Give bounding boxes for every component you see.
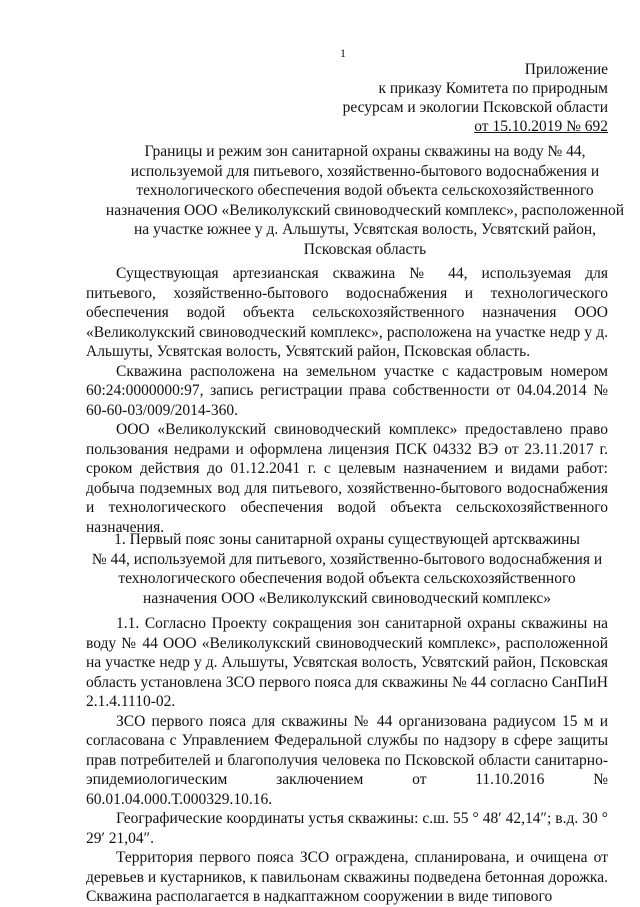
section-heading-line: № 44, используемой для питьевого, хозяйственно-бытового водоснабжения и (91, 550, 603, 568)
document-title (100, 142, 630, 259)
title-line: технологического обеспечения водой объекта сельскохозяйственного (136, 182, 594, 199)
section-paragraph: Географические координаты устья скважины: с.ш. 55 ° 48′ 42,14″; в.д. 30 ° 29′ 21,04″. (86, 810, 608, 847)
section-paragraph: ЗСО первого пояса для скважины № 44 организована радиусом 15 м и согласована с Управлением Федеральной службы по надзору в сфере защиты прав потребителей и благополучия человека по Псковской области санитарно-эпидемиологическим заключением от 11.10.2016 № 60.01.04.000.Т.000329.10.16. (86, 712, 608, 808)
appendix-line: Приложение (524, 61, 608, 78)
section-1-body (86, 614, 608, 907)
appendix-line: ресурсам и экологии Псковской области (342, 99, 608, 116)
title-line: используемой для питьевого, хозяйственно-бытового водоснабжения и (130, 162, 600, 180)
intro-block (86, 264, 608, 537)
section-heading-line: технологического обеспечения водой объекта сельскохозяйственного (118, 570, 576, 587)
section-paragraph: 1.1. Согласно Проекту сокращения зон санитарной охраны скважины на воду № 44 ООО «Великолукский свиноводческий комплекс», расположенной на участке недр у д. Альшуты, Усвятская волость, Усвятский район, Псковская область установлена ЗСО первого пояса для скважины № 44 согласно СанПиН 2.1.4.1110-02. (86, 615, 608, 710)
section-heading-line: назначения ООО «Великолукский свиноводческий комплекс» (143, 589, 551, 607)
title-line: назначения ООО «Великолукский свиноводческий комплекс», расположенной (105, 201, 625, 219)
section-heading-line: 1. Первый пояс зоны санитарной охраны существующей артскважины (114, 531, 580, 548)
page-number: 1 (340, 46, 346, 60)
intro-paragraph: Скважина расположена на земельном участке с кадастровым номером 60:24:0000000:97, запись регистрации права собственности от 04.04.2014 № 60-60-03/009/2014-360. (86, 362, 608, 419)
appendix-order-date: от 15.10.2019 № 692 (474, 118, 608, 135)
intro-paragraph: Существующая артезианская скважина № 44, используемая для питьевого, хозяйственно-бытового водоснабжения и технологического обеспечения водой объекта сельскохозяйственного назначения ООО «Великолукский свиноводческий комплекс», расположена на участке недр у д. Альшуты, Усвятская волость, Усвятский район, Псковская область. (86, 265, 608, 360)
title-line: Псковская область (303, 240, 427, 258)
appendix-line: к приказу Комитета по природным (378, 80, 608, 97)
intro-paragraph: ООО «Великолукский свиноводческий комплекс» предоставлено право пользования недрами и оформлена лицензия ПСК 04332 ВЭ от 23.11.2017 г. сроком действия до 01.12.2041 г. с целевым назначением и видами работ: добыча подземных вод для питьевого, хозяйственно-бытового водоснабжения и технологического обеспечения водой объекта сельскохозяйственного назначения. (86, 421, 608, 536)
section-1-heading (86, 530, 608, 608)
section-paragraph: Территория первого пояса ЗСО ограждена, спланирована, и очищена от деревьев и кустарников, к павильонам скважины подведена бетонная дорожка. Скважина располагается в надкаптажном сооружении в виде типового (86, 849, 608, 905)
appendix-header (308, 60, 608, 136)
title-line: на участке южнее у д. Альшуты, Усвятская волость, Усвятский район, (133, 221, 597, 238)
title-line: Границы и режим зон санитарной охраны скважины на воду № 44, (144, 143, 586, 160)
